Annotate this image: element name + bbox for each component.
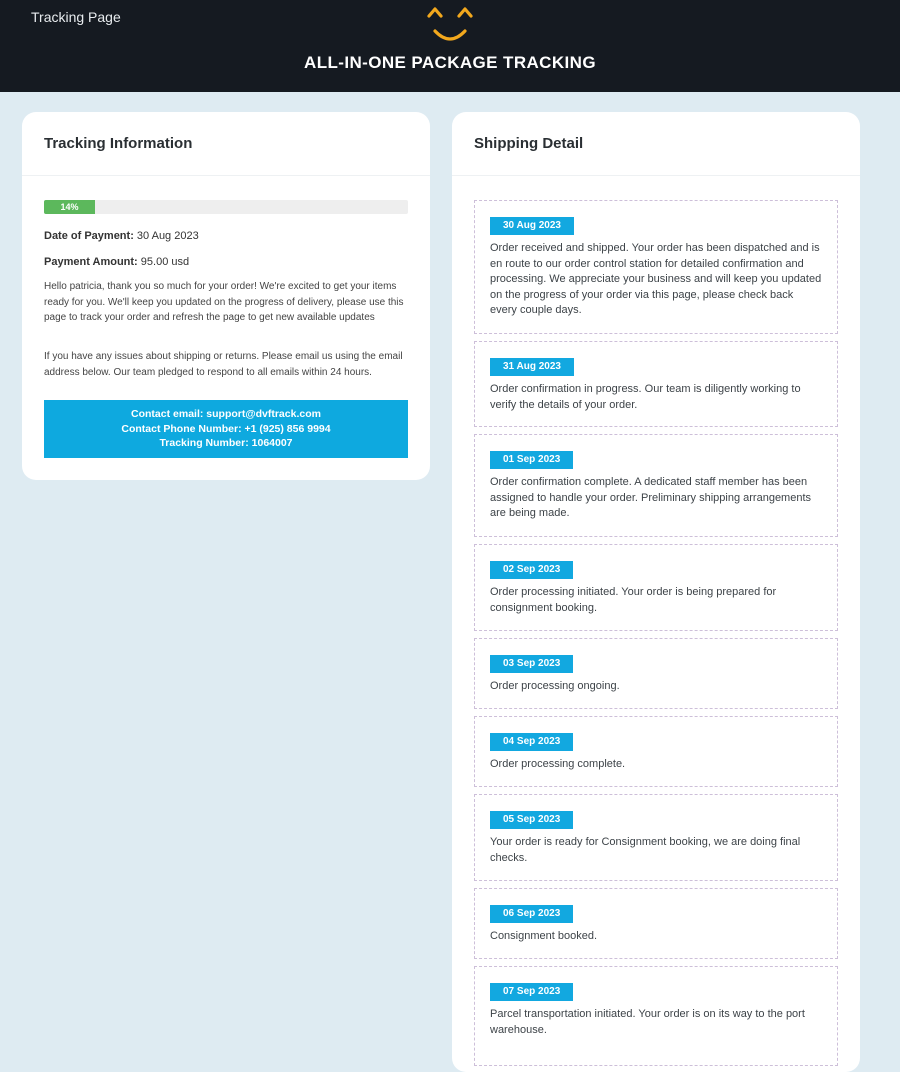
smile-logo-icon [426,5,474,43]
contact-info-box [44,400,408,458]
timeline-event [474,434,838,537]
event-description: Order processing complete. [490,758,626,770]
payment-amount-label: Payment Amount: [44,256,138,268]
event-date-badge: 06 Sep 2023 [490,905,573,923]
event-date-badge: 04 Sep 2023 [490,733,573,751]
timeline-event [474,638,838,709]
page-label: Tracking Page [31,9,121,25]
payment-date-row [44,230,199,242]
event-date-badge: 05 Sep 2023 [490,811,573,829]
top-header [0,0,900,92]
event-date-badge: 01 Sep 2023 [490,451,573,469]
event-description: Consignment booked. [490,930,598,942]
event-description: Order received and shipped. Your order has been dispatched and is en route to our order control station for detailed confirmation and processing. We appreciate your business and will keep you updated on the progress of your order via this page, please check back every couple days. [490,242,822,316]
tracking-information-heading: Tracking Information [22,112,430,176]
payment-amount-row [44,256,189,268]
event-date-badge: 31 Aug 2023 [490,358,574,376]
payment-date-label: Date of Payment: [44,230,134,242]
event-description: Order confirmation complete. A dedicated staff member has been assigned to handle your order. Preliminary shipping arrangements are being made. [490,476,812,519]
event-date-badge: 30 Aug 2023 [490,217,574,235]
tracking-number: Tracking Number: 1064007 [159,437,293,449]
contact-phone[interactable]: Contact Phone Number: +1 (925) 856 9994 [121,422,331,435]
site-title: ALL-IN-ONE PACKAGE TRACKING [304,53,596,72]
shipping-detail-heading: Shipping Detail [452,112,860,176]
event-date-badge: 02 Sep 2023 [490,561,573,579]
timeline-event [474,341,838,427]
support-note-text: If you have any issues about shipping or returns. Please email us using the email address below. Our team pledged to respond to all emails within 24 hours. [44,351,403,378]
timeline-event [474,200,838,334]
contact-email[interactable]: Contact email: support@dvftrack.com [131,408,321,420]
shipping-detail-card [452,112,860,1072]
progress-fill: 14% [44,200,95,214]
event-description: Your order is ready for Consignment booking, we are doing final checks. [490,836,801,864]
event-date-badge: 07 Sep 2023 [490,983,573,1001]
event-date-badge: 03 Sep 2023 [490,655,573,673]
delivery-progress-bar [44,200,408,214]
event-description: Order confirmation in progress. Our team is diligently working to verify the details of your order. [490,383,801,411]
payment-date-value: 30 Aug 2023 [136,230,199,242]
timeline-event [474,888,838,959]
timeline-event [474,966,838,1066]
tracking-information-card [22,112,430,480]
timeline-event [474,716,838,787]
event-description: Order processing initiated. Your order is being prepared for consignment booking. [490,586,777,614]
event-description: Order processing ongoing. [490,680,620,692]
greeting-text: Hello patricia, thank you so much for your order! We're excited to get your items ready for you. We'll keep you updated on the progress of delivery, please use this page to track your order and refresh the page to get new available updates [44,281,404,323]
timeline-event [474,544,838,631]
payment-amount-value: 95.00 usd [140,256,190,268]
event-description: Parcel transportation initiated. Your order is on its way to the port warehouse. [490,1008,805,1036]
timeline-event [474,794,838,881]
